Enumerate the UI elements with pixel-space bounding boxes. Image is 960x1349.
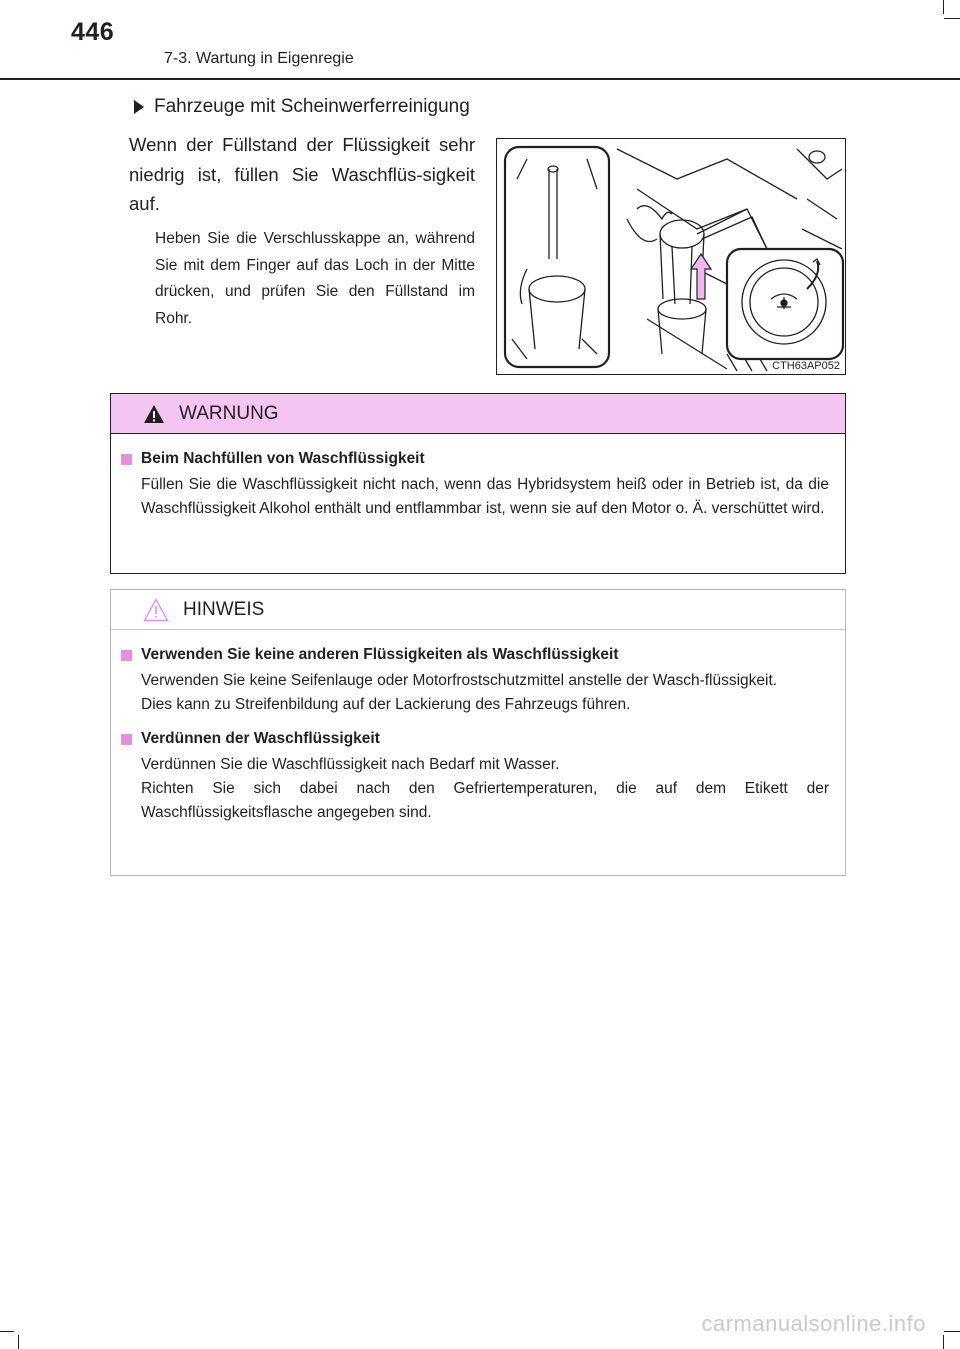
notice-item-title: Verdünnen der Waschflüssigkeit bbox=[121, 730, 829, 748]
step-paragraph: Heben Sie die Verschlusskappe an, während Sie mit dem Finger auf das Loch in der Mitte drücken, und prüfen Sie den Füllstand im Rohr. bbox=[155, 230, 475, 327]
warning-header bbox=[111, 394, 845, 434]
notice-item-title: Verwenden Sie keine anderen Flüssigkeiten als Waschflüssigkeit bbox=[121, 646, 829, 664]
notice-header bbox=[111, 590, 845, 630]
notice-item bbox=[121, 646, 829, 717]
warning-item-text: Füllen Sie die Waschflüssigkeit nicht nach, wenn das Hybridsystem heiß oder in Betrieb ist, da die Waschflüssigkeit Alkohol enthält und entflammbar ist, wenn sie auf den Motor o. Ä. verschüttet wird. bbox=[141, 476, 829, 517]
warning-box bbox=[110, 393, 846, 574]
subheading bbox=[134, 96, 470, 118]
warning-item-title: Beim Nachfüllen von Waschflüssigkeit bbox=[121, 450, 829, 468]
square-bullet-icon bbox=[121, 454, 132, 465]
subheading-text: Fahrzeuge mit Scheinwerferreinigung bbox=[154, 96, 470, 117]
washer-cap-drawing bbox=[497, 139, 845, 374]
notice-item bbox=[121, 730, 829, 825]
caution-outline-icon bbox=[143, 598, 169, 622]
square-bullet-icon bbox=[121, 734, 132, 745]
intro-paragraph: Wenn der Füllstand der Flüssigkeit sehr niedrig ist, füllen Sie Waschflüs-sigkeit auf. bbox=[129, 134, 475, 214]
page-number: 446 bbox=[71, 18, 115, 46]
notice-item-text: Verwenden Sie keine Seifenlauge oder Motorfrostschutzmittel anstelle der Wasch-flüssigkeit. Dies kann zu Streifenbildung auf der Lackierung des Fahrzeugs führen. bbox=[141, 672, 778, 713]
square-bullet-icon bbox=[121, 650, 132, 661]
lift-arrow-icon bbox=[691, 254, 711, 299]
warning-triangle-icon bbox=[143, 404, 165, 424]
crop-mark bbox=[944, 18, 960, 19]
triangle-bullet-icon bbox=[134, 100, 144, 114]
washer-tank-illustration bbox=[496, 138, 846, 375]
notice-item-text: Verdünnen Sie die Waschflüssigkeit nach Bedarf mit Wasser. Richten Sie sich dabei nach den Gefriertemperaturen, die auf dem Etikett der Waschflüssigkeitsflasche angegeben sind. bbox=[141, 756, 829, 821]
section-title: 7-3. Wartung in Eigenregie bbox=[164, 50, 354, 67]
figure-code: CTH63AP052 bbox=[772, 360, 840, 372]
crop-mark bbox=[943, 1335, 944, 1349]
notice-body bbox=[111, 630, 845, 825]
crop-mark bbox=[943, 0, 944, 14]
watermark: carmanualsonline.info bbox=[701, 1311, 926, 1336]
notice-title: HINWEIS bbox=[183, 598, 265, 620]
crop-mark bbox=[944, 1331, 960, 1332]
header-divider bbox=[0, 78, 960, 80]
crop-mark bbox=[18, 1335, 19, 1349]
warning-body bbox=[111, 434, 845, 521]
notice-box bbox=[110, 589, 846, 876]
crop-mark bbox=[0, 1331, 14, 1332]
warning-title: WARNUNG bbox=[179, 402, 279, 424]
warning-item bbox=[121, 450, 829, 521]
